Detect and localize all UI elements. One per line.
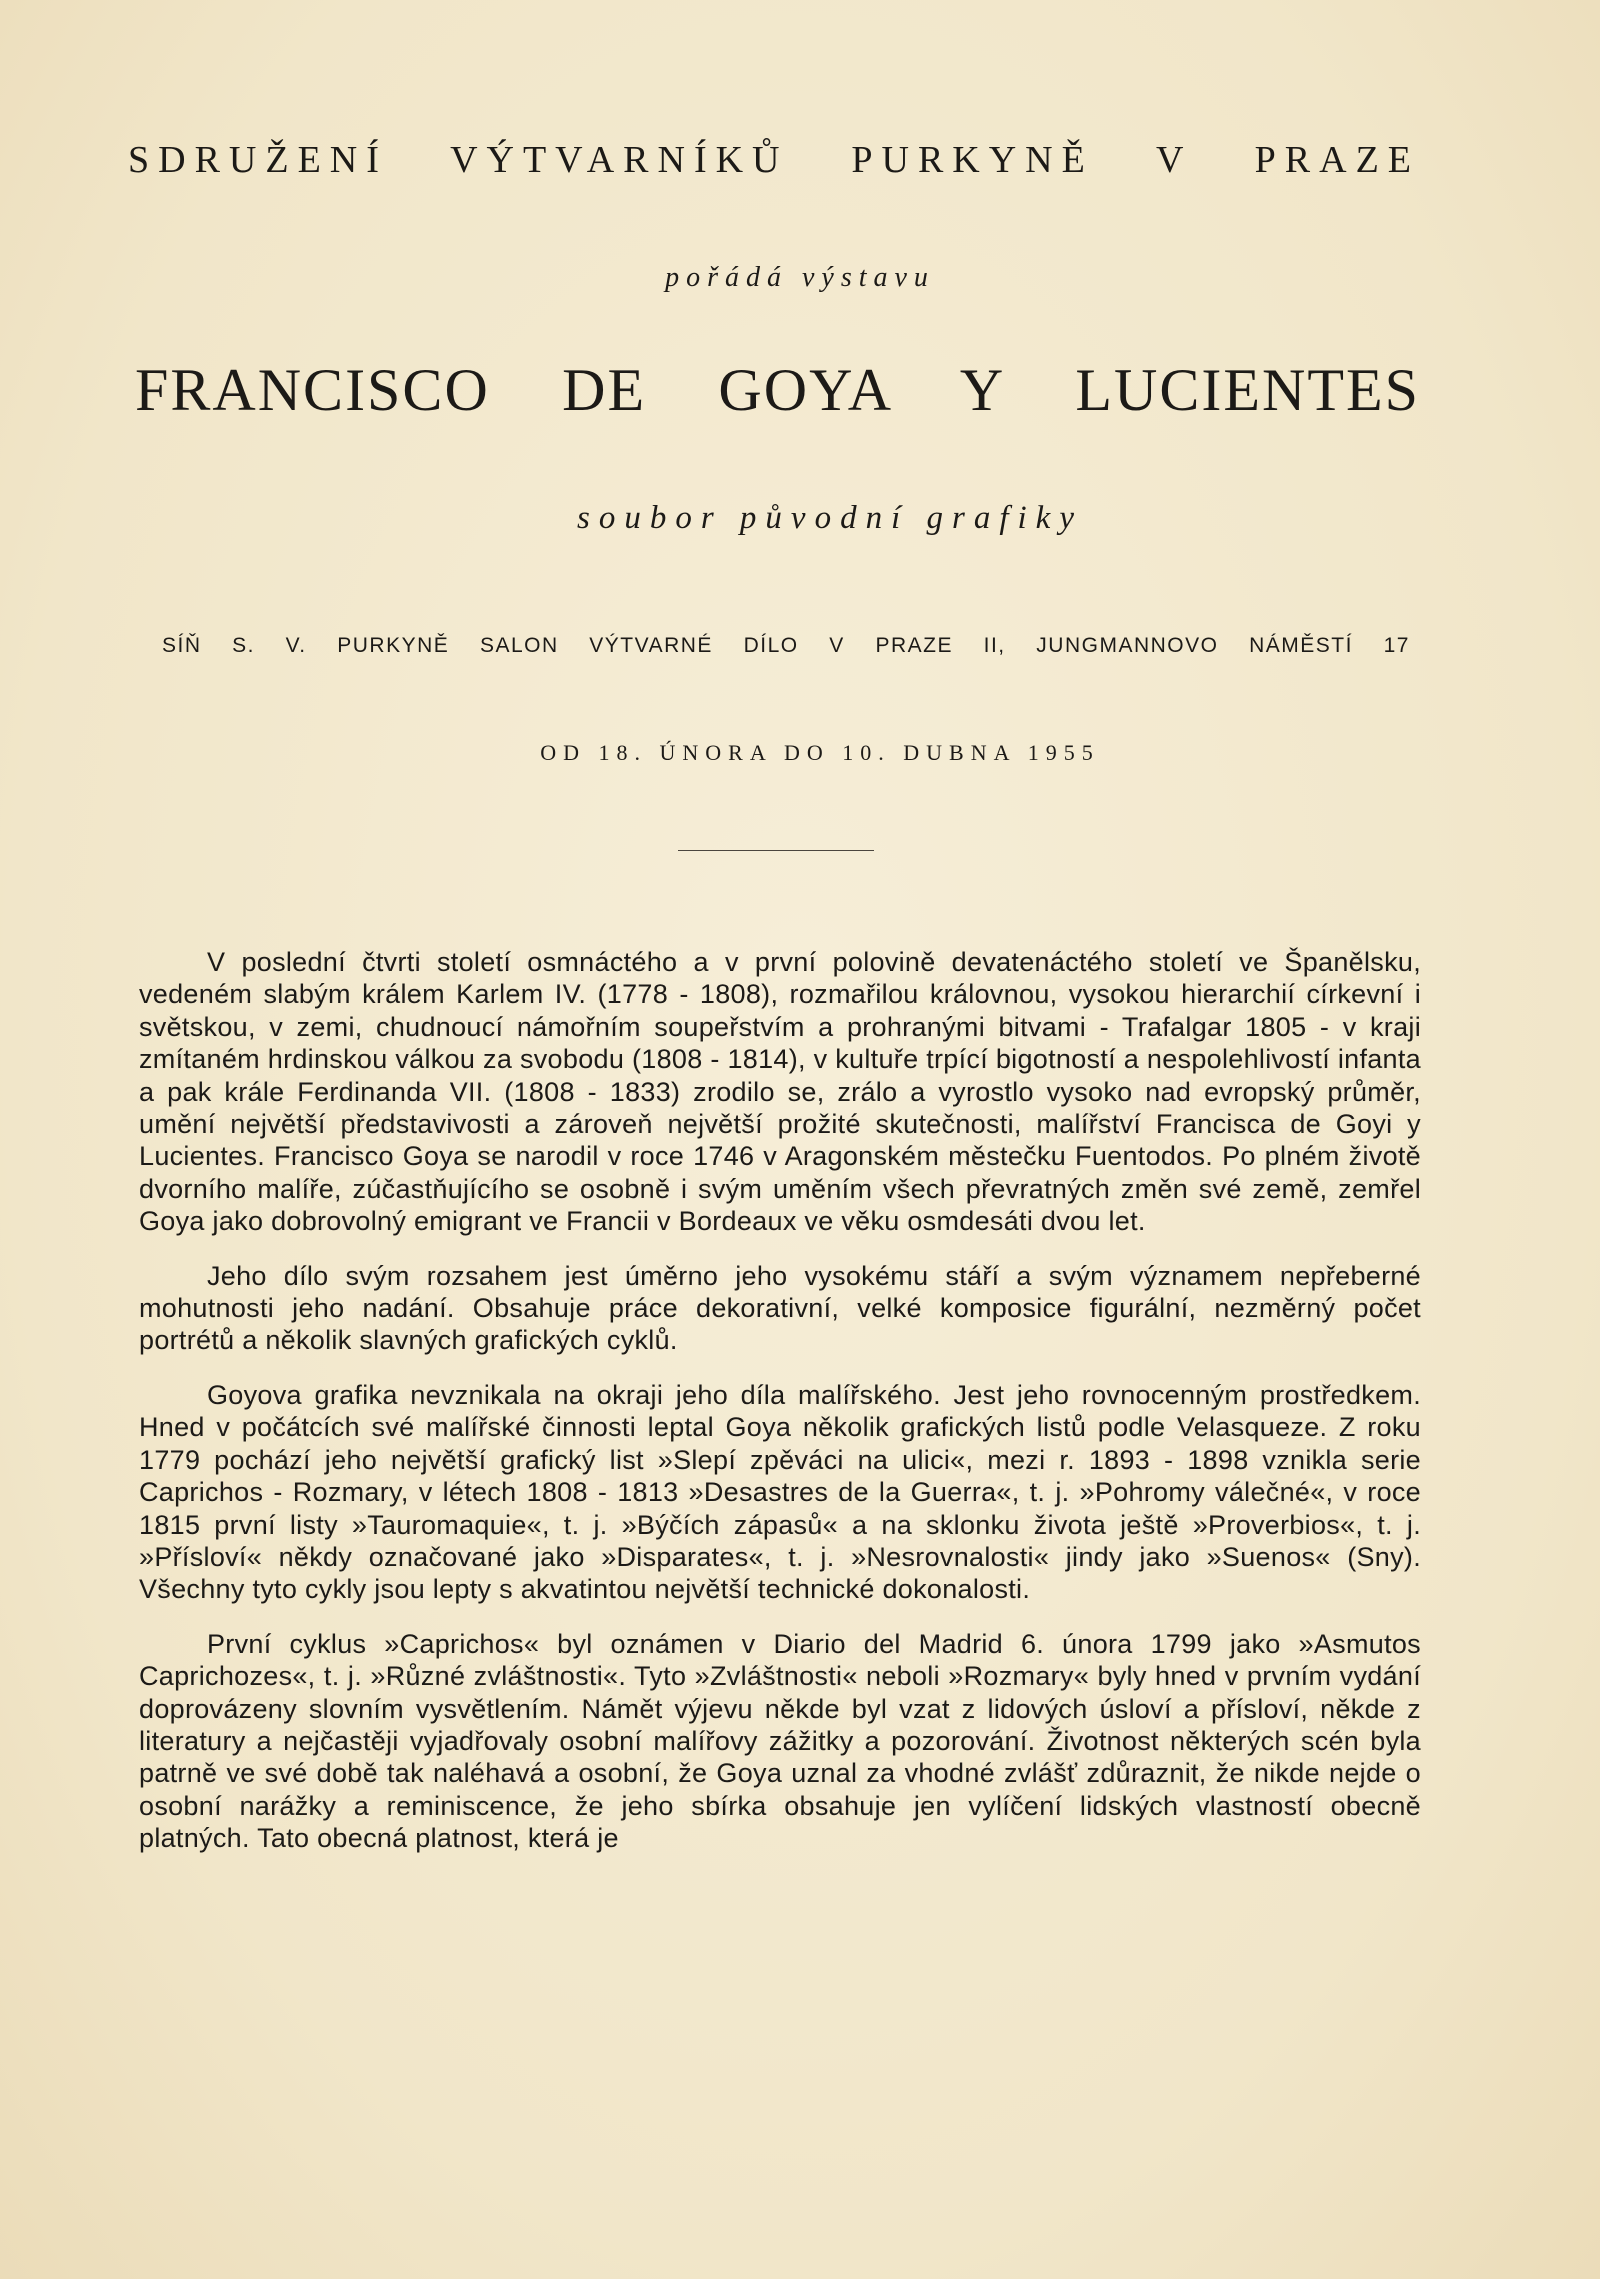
exhibition-dates: OD 18. ÚNORA DO 10. DUBNA 1955: [540, 740, 1100, 765]
paragraph-1: V poslední čtvrti století osmnáctého a v první polovině devatenáctého století ve Španělsku, vedeném slabým králem Karlem IV. (1778 - 1808), rozmařilou královnou, vysokou hierarchií církevní i světskou, v zemi, chudnoucí námořním soupeřstvím a prohranými bitvami - Trafalgar 1805 - v kraji zmítaném hrdinskou válkou za svobodu (1808 - 1814), v kultuře trpící bigotností a nespolehlivostí infanta a pak krále Ferdinanda VII. (1808 - 1833) zrodilo se, zrálo a vyrostlo vysoko nad evropský průměr, umění největší představivosti a zároveň největší prožité skutečnosti, malířství Francisca de Goyi y Lucientes. Francisco Goya se narodil v roce 1746 v Aragonském městečku Fuentodos. Po plném životě dvorního malíře, zúčastňujícího se osobně i svým uměním všech převratných změn své země, zemřel Goya jako dobrovolný emigrant ve Francii v Bordeaux ve věku osmdesáti dvou let.: [139, 947, 1421, 1237]
venue-line: SÍŇ S. V. PURKYNĚ SALON VÝTVARNÉ DÍLO V PRAZE II, JUNGMANNOVO NÁMĚSTÍ 17: [162, 634, 1410, 657]
paragraph-2: Jeho dílo svým rozsahem jest úměrno jeho vysokému stáří a svým významem nepřeberné mohutnosti jeho nadání. Obsahuje práce dekorativní, velké komposice figurální, nezměrný počet portrétů a několik slavných grafických cyklů.: [139, 1260, 1421, 1356]
artist-title: FRANCISCO DE GOYA Y LUCIENTES: [135, 357, 1420, 423]
presents-line: pořádá výstavu: [665, 262, 935, 293]
body-text: [139, 946, 1421, 1877]
divider-rule: [678, 850, 874, 851]
paragraph-4: První cyklus »Caprichos« byl oznámen v Diario del Madrid 6. února 1799 jako »Asmutos Caprichozes«, t. j. »Různé zvláštnosti«. Tyto »Zvláštnosti« neboli »Rozmary« byly hned v prvním vydání doprovázeny slovním vysvětlením. Námět výjevu někde byl vzat z lidových úsloví a přísloví, někde z literatury a nejčastěji vyjadřovaly osobní malířovy zážitky a pozorování. Životnost některých scén byla patrně ve své době tak naléhavá a osobní, že Goya uznal za vhodné zvlášť zdůraznit, že nikde nejde o osobní narážky a reminiscence, že jeho sbírka obsahuje jen vylíčení lidských vlastností obecně platných. Tato obecná platnost, která je: [139, 1628, 1421, 1854]
society-heading: SDRUŽENÍ VÝTVARNÍKŮ PURKYNĚ V PRAZE: [128, 139, 1420, 181]
paragraph-3: Goyova grafika nevznikala na okraji jeho díla malířského. Jest jeho rovnocenným prostředkem. Hned v počátcích své malířské činnosti leptal Goya několik grafických listů podle Velasqueze. Z roku 1779 pochází jeho největší grafický list »Slepí zpěváci na ulici«, mezi r. 1893 - 1898 vznikla serie Caprichos - Rozmary, v létech 1808 - 1813 »Desastres de la Guerra«, t. j. »Pohromy válečné«, v roce 1815 první listy »Tauromaquie«, t. j. »Býčích zápasů« a na sklonku života ještě »Proverbios«, t. j. »Přísloví« někdy označované jako »Disparates«, t. j. »Nesrovnalosti« jindy jako »Suenos« (Sny). Všechny tyto cykly jsou lepty s akvatintou největší technické dokonalosti.: [139, 1379, 1421, 1605]
collection-subtitle: soubor původní grafiky: [577, 500, 1083, 536]
